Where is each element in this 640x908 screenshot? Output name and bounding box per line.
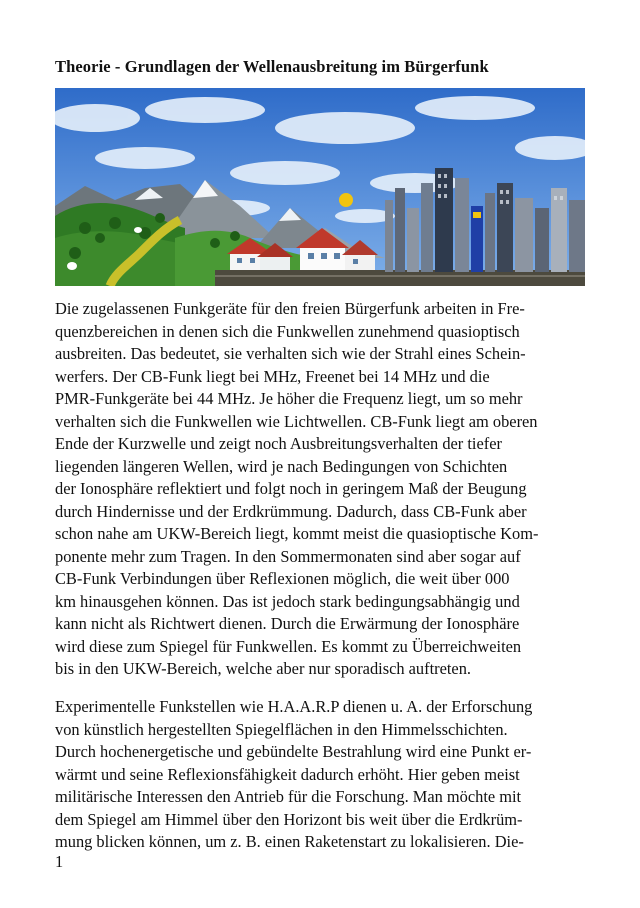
landscape-city-illustration [55,88,585,286]
text-line: von künstlich hergestellten Spiegelflächen in den Himmelsschichten. [55,719,508,739]
sun [339,193,353,207]
text-line: quenzbereichen in denen sich die Funkwellen zunehmend quasioptisch [55,321,520,341]
text-line: mung blicken können, um z. B. einen Raketenstart zu lokalisieren. Die- [55,832,524,851]
text-line: wird diese zum Spiegel für Funkwellen. Es kommt zu Überreichweiten [55,636,522,656]
header-illustration [55,88,585,286]
text-line: Durch hochenergetische und gebündelte Bestrahlung wird eine Punkt er- [55,742,532,761]
text-line: ausbreiten. Das bedeutet, sie verhalten sich wie der Strahl eines Schein- [55,344,526,363]
ground [215,270,585,286]
page-title: Theorie - Grundlagen der Wellenausbreitung im Bürgerfunk [55,57,489,76]
text-line: verhalten sich die Funkwellen wie Lichtwellen. CB-Funk liegt am oberen [55,411,538,431]
text-line: bis in den UKW-Bereich, welche aber nur sporadisch auftreten. [55,659,471,678]
text-line: Experimentelle Funkstellen wie H.A.A.R.P dienen u. A. der Erforschung [55,697,533,716]
text-line: CB-Funk Verbindungen über Reflexionen möglich, die weit über 000 [55,569,510,588]
text-line: schon nahe am UKW-Bereich liegt, kommt meist die quasioptische Kom- [55,524,539,543]
text-line: dem Spiegel am Himmel über den Horizont bis weit über die Erdkrüm- [55,809,523,829]
text-line: Die zugelassenen Funkgeräte für den freien Bürgerfunk arbeiten in Fre- [55,299,525,318]
page-number: 1 [55,852,64,871]
text-line: Ende der Kurzwelle und zeigt noch Ausbreitungsverhalten der tiefer [55,434,502,453]
paragraph-1 [55,298,585,681]
text-line: durch Hindernisse und der Erdkrümmung. Dadurch, dass CB-Funk aber [55,501,527,521]
text-line: kann nicht als Richtwert dienen. Durch die Erwärmung der Ionosphäre [55,614,520,633]
paragraph-2 [55,696,585,854]
text-line: werfers. Der CB-Funk liegt bei MHz, Freenet bei 14 MHz und die [55,366,490,386]
text-line: km hinausgehen können. Das ist jedoch stark bedingungsabhängig und [55,591,520,611]
text-line: ponente mehr zum Tragen. In den Sommermonaten sind aber sogar auf [55,546,521,566]
text-line: militärische Interessen den Antrieb für die Forschung. Man möchte mit [55,787,522,806]
text-line: liegenden längeren Wellen, wird je nach Bedingungen von Schichten [55,456,508,476]
text-line: wärmt und seine Reflexionsfähigkeit dadurch erhöht. Hier geben meist [55,764,520,784]
text-line: PMR-Funkgeräte bei 44 MHz. Je höher die Frequenz liegt, um so mehr [55,389,523,408]
text-line: der Ionosphäre reflektiert und folgt noch in geringem Maß der Beugung [55,479,527,498]
